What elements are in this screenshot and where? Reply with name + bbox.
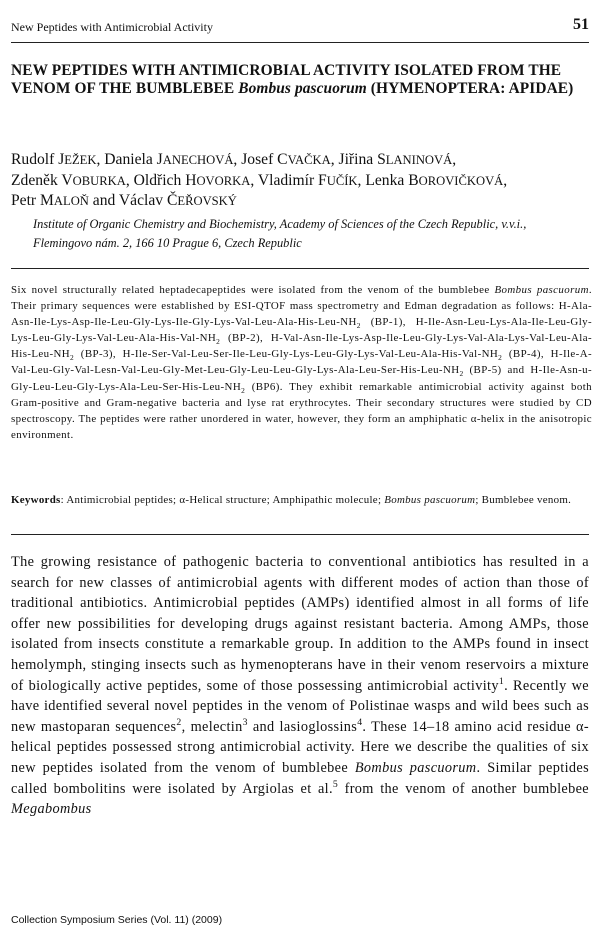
author-first-name: Rudolf bbox=[11, 151, 59, 168]
author-separator: and bbox=[88, 192, 119, 210]
author-separator: , bbox=[125, 171, 134, 189]
author-surname: UČÍK bbox=[326, 173, 358, 188]
author-name bbox=[104, 151, 233, 168]
author-surname: ANECHOVÁ bbox=[162, 153, 234, 167]
reference-4: 4 bbox=[357, 716, 363, 728]
author-list bbox=[11, 150, 596, 212]
author-first-name: Lenka bbox=[365, 171, 409, 189]
abstract-seq-3: (BP-2), H-Val-Asn-Ile-Lys-Asp-Ile-Leu-Gly-Lys-Val-Ala-Lys-Val-Leu-Ala-His-Leu-NH bbox=[11, 332, 592, 361]
subscript: 2 bbox=[70, 353, 75, 363]
author-first-name: Václav bbox=[118, 192, 167, 210]
author-surname-initial: S bbox=[377, 151, 386, 168]
author-first-name: Oldřich bbox=[133, 171, 186, 189]
abstract-seq-2: (BP-1), H-Ile-Asn-Leu-Lys-Ala-Ile-Leu-Gly-Lys-Leu-Gly-Lys-Val-Leu-Ala-His-Val-NH bbox=[11, 316, 592, 345]
reference-1: 1 bbox=[498, 675, 505, 687]
subscript: 2 bbox=[216, 337, 221, 347]
body-text: and lasioglossins bbox=[247, 718, 358, 735]
page-footer: Collection Symposium Series (Vol. 11) (2009) bbox=[11, 914, 223, 926]
title-taxon: (HYMENOPTERA: APIDAE) bbox=[366, 79, 574, 97]
title-species: Bombus pascuorum bbox=[238, 79, 367, 97]
author-first-name: Daniela bbox=[104, 151, 157, 168]
author-surname: VAČKA bbox=[287, 153, 331, 167]
author-surname: OROVIČKOVÁ bbox=[418, 173, 504, 188]
author-surname-initial: B bbox=[408, 171, 419, 189]
author-surname: EŘOVSKÝ bbox=[177, 194, 237, 209]
author-surname-initial: M bbox=[40, 192, 54, 210]
body-text: , melectin bbox=[181, 718, 243, 735]
author-name bbox=[241, 151, 331, 168]
abstract-seq-4: (BP-3), H-Ile-Ser-Val-Leu-Ser-Ile-Leu-Gly-Lys-Leu-Gly-Lys-Val-Leu-Ala-His-Val-NH bbox=[74, 348, 499, 361]
title-text: NEW PEPTIDES WITH ANTIMICROBIAL ACTIVITY ISOLATED FROM THE VENOM OF THE BUMBLEBEE bbox=[11, 62, 562, 97]
author-first-name: Vladimír bbox=[257, 171, 319, 189]
body-paragraph bbox=[11, 552, 589, 820]
author-separator: , bbox=[452, 151, 457, 168]
abstract-seq-6: (BP-5) and H-Ile-Asn-u-Gly-Leu-Leu-Gly-Lys-Ala-Leu-Ser-His-Leu-NH bbox=[11, 364, 592, 393]
body-species: Megabombus bbox=[11, 801, 92, 818]
abstract-seq-1: . Their primary sequences were established by ESI-QTOF mass spectrometry and Edman degradation as follows: H-Ala-Asn-Ile-Lys-Asp-Ile-Leu-Gly-Lys-Ile-Gly-Lys-Val-Leu-Ala-His-Leu-NH bbox=[11, 284, 592, 329]
author-separator: , bbox=[503, 171, 508, 189]
affiliation-line-2: Flemingovo nám. 2, 166 10 Prague 6, Czech Republic bbox=[33, 235, 302, 250]
author-surname: OVORKA bbox=[196, 173, 251, 188]
author-surname-initial: H bbox=[185, 171, 197, 189]
body-text: . These 14–18 amino acid residue α-helical peptides possessed strong antimicrobial activity. Here we describe the qualities of six new peptides isolated from the venom of bumblebee bbox=[11, 718, 589, 776]
abstract bbox=[11, 282, 592, 443]
author-name bbox=[119, 192, 237, 209]
author-separator: , bbox=[330, 151, 339, 168]
keywords-text-end: ; Bumblebee venom. bbox=[475, 494, 572, 506]
author-surname-initial: J bbox=[58, 151, 65, 168]
author-surname-initial: C bbox=[277, 151, 288, 168]
author-surname-initial: F bbox=[318, 171, 327, 189]
abstract-bottom-rule bbox=[11, 534, 589, 535]
subscript: 2 bbox=[498, 353, 503, 363]
body-text: The growing resistance of pathogenic bacteria to conventional antibiotics has resulted in a search for new classes of antimicrobial agents with different modes of action than those of traditional antibiotics. Antimicrobial peptides (AMPs) identified almost in all forms of life offer new possibilities for developing drugs against resistant bacteria. Among AMPs, those isolated from insects constitute a remarkable group. In addition to the AMPs found in insect hemolymph, stinging insects such as hymenopterans have in their venom reservoirs a mixture of biologically active peptides, some of those possessing antimicrobial activity bbox=[11, 554, 589, 694]
author-separator: , bbox=[233, 151, 242, 168]
author-first-name: Josef bbox=[241, 151, 278, 168]
keywords-text: : Antimicrobial peptides; α-Helical structure; Amphipathic molecule; bbox=[60, 494, 385, 506]
author-surname: LANINOVÁ bbox=[385, 153, 453, 167]
affiliation bbox=[33, 215, 593, 252]
keywords bbox=[11, 492, 592, 508]
author-surname-initial: Č bbox=[166, 192, 178, 210]
article-title bbox=[11, 62, 589, 97]
keywords-species: Bombus pascuorum bbox=[384, 494, 476, 506]
page-number: 51 bbox=[573, 16, 589, 33]
author-first-name: Jiřina bbox=[338, 151, 378, 168]
reference-3: 3 bbox=[242, 716, 248, 728]
affiliation-line-1: Institute of Organic Chemistry and Biochemistry, Academy of Sciences of the Czech Republic, v.v.i., bbox=[33, 217, 527, 231]
body-text: . Similar peptides called bombolitins were isolated by Argiolas et al. bbox=[11, 759, 589, 797]
author-separator: , bbox=[96, 151, 105, 168]
running-title: New Peptides with Antimicrobial Activity bbox=[11, 20, 213, 34]
abstract-species: Bombus pascuorum bbox=[494, 284, 589, 296]
body-text: from the venom of another bumblebee bbox=[338, 780, 589, 797]
header-rule bbox=[11, 42, 589, 43]
author-surname-initial: J bbox=[156, 151, 163, 168]
author-name bbox=[134, 172, 251, 189]
author-surname: OBURKA bbox=[72, 173, 126, 188]
author-surname: ALOŇ bbox=[53, 194, 89, 209]
reference-2: 2 bbox=[176, 716, 182, 728]
author-name bbox=[258, 172, 358, 189]
abstract-seq-5: (BP-4), H-Ile-A-Val-Leu-Gly-Val-Lesn-Val-Leu-Gly-Met-Leu-Gly-Leu-Leu-Gly-Lys-Ala-Leu-Ser-His-Leu-NH bbox=[11, 348, 592, 377]
keywords-label: Keywords bbox=[11, 494, 61, 506]
running-head bbox=[11, 16, 589, 35]
author-separator: , bbox=[357, 171, 366, 189]
body-text: . Recently we have identified several novel peptides in the venom of Polistinae wasps and wild bees such as new mastoparan sequences bbox=[11, 677, 589, 735]
body-species: Bombus pascuorum bbox=[354, 759, 477, 776]
subscript: 2 bbox=[356, 321, 361, 331]
reference-5: 5 bbox=[332, 778, 339, 790]
author-first-name: Petr bbox=[11, 192, 41, 210]
author-name bbox=[11, 151, 96, 168]
author-separator: , bbox=[250, 171, 258, 189]
author-surname: EŽEK bbox=[64, 153, 97, 167]
author-first-name: Zdeněk bbox=[11, 171, 62, 189]
author-name bbox=[11, 172, 126, 189]
author-name bbox=[11, 192, 89, 209]
author-name bbox=[365, 172, 503, 189]
author-surname-initial: V bbox=[61, 171, 73, 189]
abstract-conclusion: (BP6). They exhibit remarkable antimicrobial activity against both Gram-positive and Gram-negative bacteria and lyse rat erythrocytes. Their secondary structures were studied by CD spectroscopy. The peptides were rather unordered in water, however, they form an amphiphatic α-helix in the anisotropic environment. bbox=[11, 380, 592, 441]
abstract-text: Six novel structurally related heptadecapeptides were isolated from the venom of the bumblebee bbox=[11, 284, 495, 296]
author-name bbox=[339, 151, 453, 168]
abstract-top-rule bbox=[11, 268, 589, 269]
subscript: 2 bbox=[459, 369, 464, 379]
subscript: 2 bbox=[241, 385, 246, 395]
